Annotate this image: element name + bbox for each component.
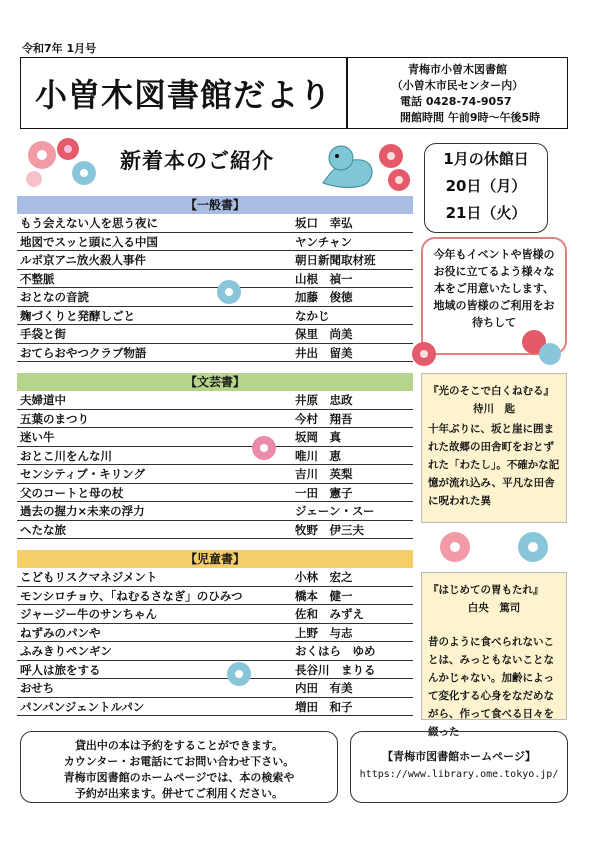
holiday-box (424, 143, 548, 233)
book-title: 麹づくりと発酵しごと (20, 308, 135, 323)
library-info (347, 57, 568, 129)
review-author: 待川 匙 (473, 403, 515, 415)
flower-icon (215, 278, 243, 306)
flower-icon (410, 340, 438, 368)
book-author: ヤンチャン (295, 234, 353, 249)
book-author: 橋本 健一 (295, 588, 353, 603)
reservation-line: 予約が出来ます。併せてご利用ください。 (74, 787, 284, 800)
book-author: ジェーン・スー (295, 504, 375, 518)
flower-icon (516, 530, 552, 564)
table-row (17, 447, 413, 466)
book-title: 手袋と街 (20, 327, 66, 341)
table-row (17, 251, 413, 270)
book-author: 保里 尚美 (295, 327, 353, 341)
flower-icon (520, 328, 564, 368)
homepage-title: 【青梅市図書館ホームページ】 (382, 750, 536, 763)
review-author: 白央 篤司 (467, 602, 521, 614)
book-title: 過去の握力×未来の浮力 (20, 504, 145, 518)
table-row (17, 502, 413, 521)
reservation-info (20, 731, 338, 803)
book-title: モンシロチョウ、「ねむるさなぎ」のひみつ (20, 588, 243, 603)
book-title: へたな旅 (20, 522, 66, 537)
book-author: 唯川 恵 (295, 448, 341, 463)
table-row (17, 568, 413, 587)
book-author: 加藤 俊徳 (295, 290, 353, 304)
book-author: 今村 翔吾 (295, 411, 353, 426)
book-author: 井原 忠政 (295, 393, 353, 407)
table-row (17, 214, 413, 233)
book-author: 増田 和子 (295, 699, 353, 714)
library-sub: （小曽木市民センター内） (391, 79, 524, 92)
table-row (17, 698, 413, 717)
book-author: 長谷川 まりる (295, 662, 376, 677)
book-review-2 (421, 572, 567, 738)
table-row (17, 410, 413, 429)
book-title: 五葉のまつり (20, 411, 89, 426)
holiday-title: 1月の休館日 (443, 150, 529, 168)
book-title: ねずみのパンや (20, 625, 101, 640)
book-author: 山根 禎一 (295, 271, 353, 286)
book-author: なかじ (295, 308, 330, 323)
section-heading-literature: 【文芸書】 (17, 373, 413, 391)
review-text: 十年ぶりに、坂と崖に囲まれた故郷の田舎町をおとずれた「わたし」。不確かな記憶が流れ込み、平凡な田舎に呪われた異 (428, 423, 560, 507)
book-author: 朝日新聞取材班 (295, 253, 376, 267)
table-row (17, 325, 413, 344)
holiday-day-2: 21日（火） (445, 204, 527, 222)
book-author: 内田 有美 (295, 681, 353, 695)
book-author: 小林 宏之 (295, 570, 353, 584)
homepage-url[interactable]: https://www.library.ome.tokyo.jp/ (359, 769, 559, 780)
book-title: ふみきりペンギン (20, 644, 112, 658)
book-author: 井出 留美 (295, 345, 353, 360)
book-title: もう会えない人を思う夜に (20, 216, 158, 230)
book-title: 迷い牛 (20, 430, 55, 444)
library-hours: 開館時間 午前9時～午後5時 (400, 111, 541, 124)
book-list-children (17, 568, 413, 716)
dragon-illustration-icon (313, 138, 421, 196)
review-text: 昔のように食べられないことは、みっともないことなんかじゃない。加齢によって変化する心身をなだめながら、作って食べる日々を綴った (428, 636, 554, 738)
homepage-info (350, 731, 568, 803)
book-title: 父のコートと母の杖 (20, 485, 124, 500)
book-author: 上野 与志 (295, 625, 353, 640)
newsletter-title: 小曽木図書館だより (20, 57, 347, 129)
section-heading-general: 【一般書】 (17, 196, 413, 214)
book-author: 吉川 英梨 (295, 467, 353, 481)
book-list-literature (17, 391, 413, 539)
event-note: 今年もイベントや皆様のお役に立てるよう様々な本をご用意いたします、地域の皆様のご利用をお待ちして (421, 237, 567, 355)
book-review-1 (421, 373, 567, 523)
flower-icon (438, 530, 474, 564)
table-row (17, 344, 413, 363)
section-heading-children: 【児童書】 (17, 550, 413, 568)
book-author: 坂口 幸弘 (295, 216, 353, 230)
table-row (17, 233, 413, 252)
table-row (17, 605, 413, 624)
table-row (17, 484, 413, 503)
table-row (17, 307, 413, 326)
table-row (17, 624, 413, 643)
reservation-line: 青梅市図書館のホームページでは、本の検索や (63, 771, 295, 784)
issue-date: 令和7年 1月号 (22, 42, 97, 55)
table-row (17, 587, 413, 606)
book-title: こどもリスクマネジメント (20, 570, 158, 584)
book-title: おとこ川をんな川 (20, 448, 112, 463)
book-author: 牧野 伊三夫 (295, 522, 364, 537)
book-author: 一田 憲子 (295, 485, 353, 500)
book-author: 坂岡 真 (295, 430, 341, 444)
library-name: 青梅市小曽木図書館 (408, 63, 507, 76)
flower-decoration-icon (20, 135, 100, 190)
table-row (17, 521, 413, 540)
table-row (17, 642, 413, 661)
book-title: 夫婦道中 (20, 393, 66, 407)
book-title: センシティブ・キリング (20, 467, 146, 481)
table-row (17, 428, 413, 447)
library-phone: 電話 0428-74-9057 (400, 95, 512, 108)
table-row (17, 465, 413, 484)
flower-icon (250, 434, 278, 462)
review-title: 『はじめての胃もたれ』 (428, 584, 544, 596)
book-title: おとなの音読 (20, 290, 89, 304)
holiday-day-1: 20日（月） (445, 177, 527, 195)
table-row (17, 661, 413, 680)
reservation-line: 貸出中の本は予約をすることができます。 (74, 739, 284, 752)
book-title: 呼人は旅をする (20, 662, 101, 677)
book-title: 地図でスッと頭に入る中国 (20, 234, 158, 249)
book-title: おせち (20, 681, 55, 695)
book-title: パンパンジェントルパン (20, 699, 145, 714)
flower-icon (225, 660, 253, 688)
reservation-line: カウンター・お電話にてお問い合わせ下さい。 (63, 755, 295, 768)
new-books-banner: 新着本のご紹介 (120, 149, 274, 173)
review-title: 『光のそこで白くねむる』 (428, 385, 554, 397)
book-title: おてらおやつクラブ物語 (20, 345, 147, 360)
table-row (17, 679, 413, 698)
book-title: ルポ京アニ放火殺人事件 (20, 253, 146, 267)
table-row (17, 391, 413, 410)
book-author: おくはら ゆめ (295, 644, 376, 658)
book-title: 不整脈 (20, 271, 55, 286)
book-author: 佐和 みずえ (295, 607, 364, 621)
book-title: ジャージー牛のサンちゃん (20, 607, 157, 621)
